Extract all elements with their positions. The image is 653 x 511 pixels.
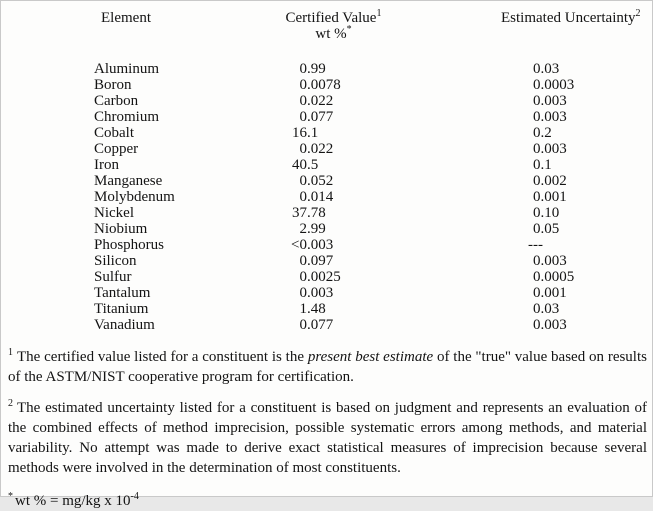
- footnote-unit-text: wt % = mg/kg x 10: [15, 493, 131, 509]
- certified-value: 37.78: [292, 205, 326, 221]
- uncertainty-value: 0.001: [533, 189, 567, 205]
- table-row: [8, 61, 645, 77]
- footnote-2: [8, 398, 647, 478]
- element-name: Cobalt: [94, 125, 134, 141]
- certified-value: 16.1: [292, 125, 319, 141]
- uncertainty-value: 0.001: [533, 285, 567, 301]
- element-name: Nickel: [94, 205, 134, 221]
- uncertainty-value: 0.03: [533, 301, 560, 317]
- element-name: Carbon: [94, 93, 139, 109]
- table-row: [8, 109, 645, 125]
- element-name: Molybdenum: [94, 189, 175, 205]
- certified-value: 0.052: [299, 173, 334, 189]
- table-row: [8, 221, 645, 237]
- element-name: Aluminum: [94, 61, 160, 77]
- uncertainty-value: 0.0005: [533, 269, 575, 285]
- element-name: Manganese: [94, 173, 163, 189]
- element-name: Silicon: [94, 253, 137, 269]
- footnote-1-marker: 1: [8, 347, 13, 358]
- uncertainty-value: 0.002: [533, 173, 567, 189]
- uncertainty-value: 0.0003: [533, 77, 575, 93]
- certified-value: 0.022: [299, 141, 334, 157]
- element-name: Copper: [94, 141, 139, 157]
- table-row: [8, 77, 645, 93]
- footnote-1-italic-phrase: present best estimate: [307, 349, 434, 365]
- footnote-ref-1: 1: [376, 8, 382, 19]
- table-row: [8, 205, 645, 221]
- certified-value: 0.99: [299, 61, 326, 77]
- element-name: Tantalum: [94, 285, 151, 301]
- uncertainty-value: 0.003: [533, 141, 567, 157]
- table-row: [8, 125, 645, 141]
- uncertainty-value: 0.2: [533, 125, 552, 141]
- certified-value: 0.077: [299, 317, 334, 333]
- element-name: Boron: [94, 77, 132, 93]
- unit-label: wt %*: [315, 24, 352, 42]
- certified-value: 2.99: [299, 221, 326, 237]
- certified-value: 0.077: [299, 109, 334, 125]
- table-row: [8, 253, 645, 269]
- table-row: [8, 157, 645, 173]
- table-body: [8, 61, 645, 333]
- table-row: [8, 237, 645, 253]
- table-row: [8, 173, 645, 189]
- uncertainty-value: 0.003: [533, 93, 567, 109]
- uncertainty-value: 0.003: [533, 253, 567, 269]
- certified-value: 0.0025: [299, 269, 341, 285]
- certified-value: 0.022: [299, 93, 334, 109]
- element-name: Phosphorus: [94, 237, 165, 253]
- footnote-1-text: The certified value listed for a constituent is the: [17, 349, 308, 365]
- table-row: [8, 269, 645, 285]
- certified-value: 1.48: [299, 301, 326, 317]
- column-header-certified-value: [273, 10, 463, 42]
- element-name: Sulfur: [94, 269, 132, 285]
- certified-value: 40.5: [292, 157, 319, 173]
- column-header-element-label: Element: [101, 10, 151, 26]
- table-row: [8, 301, 645, 317]
- certified-value: 0.003: [299, 285, 334, 301]
- table-row: [8, 189, 645, 205]
- uncertainty-value: 0.003: [533, 109, 567, 125]
- footnote-ref-star: *: [346, 24, 352, 35]
- footnote-ref-2: 2: [635, 8, 641, 19]
- uncertainty-value: ---: [528, 237, 543, 253]
- uncertainty-value: 0.10: [533, 205, 560, 221]
- element-name: Vanadium: [94, 317, 155, 333]
- element-name: Titanium: [94, 301, 149, 317]
- footnote-star-marker: *: [8, 491, 13, 502]
- footnote-unit-exponent: -4: [130, 491, 139, 502]
- certified-value: <0.003: [291, 237, 334, 253]
- table-row: [8, 141, 645, 157]
- certified-value: 0.0078: [299, 77, 341, 93]
- footnote-unit-definition: [8, 491, 647, 511]
- uncertainty-value: 0.1: [533, 157, 552, 173]
- uncertainty-value: 0.05: [533, 221, 560, 237]
- element-name: Niobium: [94, 221, 148, 237]
- element-name: Iron: [94, 157, 119, 173]
- element-name: Chromium: [94, 109, 160, 125]
- certified-value-label: Certified Value$^1$: [285, 8, 382, 26]
- certified-value: 0.097: [299, 253, 334, 269]
- footnote-1-text-cont: of the "true" value based on results of the ASTM/NIST cooperative program for certification.: [8, 349, 647, 385]
- uncertainty-value: 0.003: [533, 317, 567, 333]
- certified-value: 0.014: [299, 189, 334, 205]
- footnote-2-text: The estimated uncertainty listed for a constituent is based on judgment and represents an evaluation of the combined effects of method imprecision, possible systematic errors among methods, and material variability. No attempt was made to derive exact statistical measures of imprecision because several methods were involved in the determination of most constituents.: [8, 400, 647, 476]
- table-row: [8, 93, 645, 109]
- table-row: [8, 285, 645, 301]
- table-header-row: [8, 10, 645, 42]
- column-header-uncertainty: Estimated Uncertainty$^2$: [501, 8, 641, 26]
- uncertainty-value: 0.03: [533, 61, 560, 77]
- footnote-2-marker: 2: [8, 398, 13, 409]
- table-row: [8, 317, 645, 333]
- column-header-element: [8, 10, 273, 42]
- footnotes-section: [8, 347, 645, 511]
- footnote-1: [8, 347, 647, 387]
